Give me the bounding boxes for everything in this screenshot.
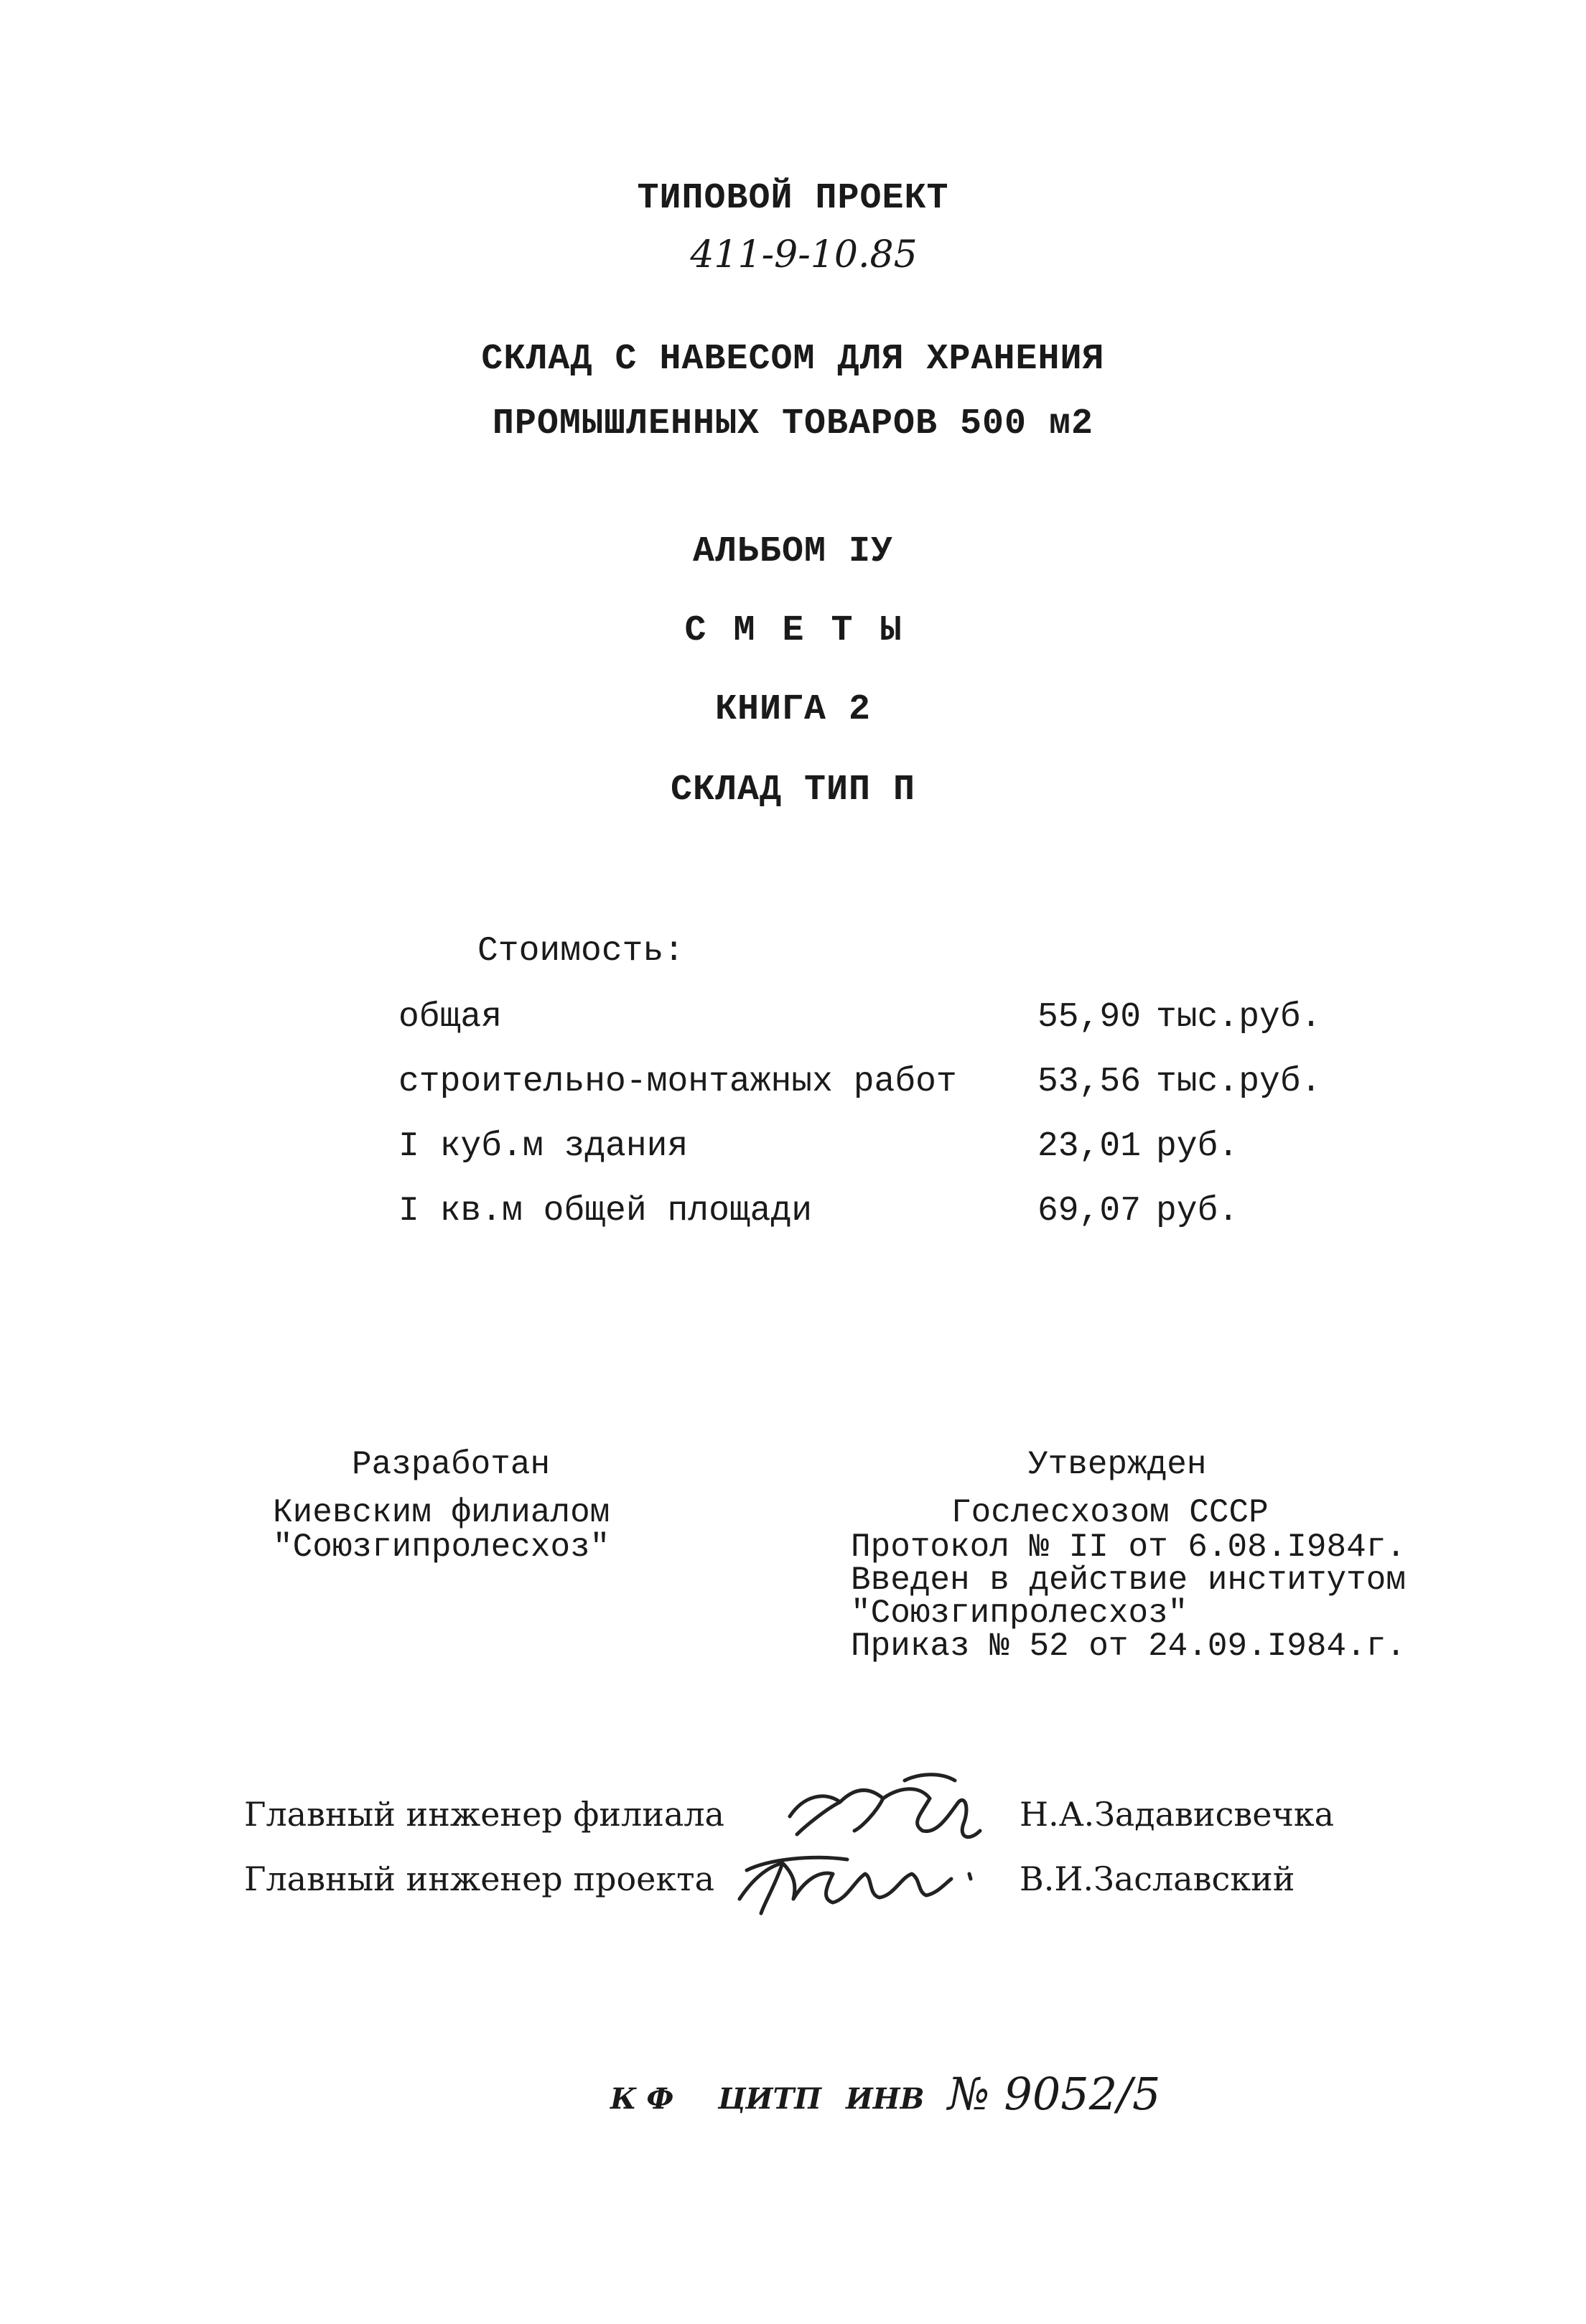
signature-2-image [725,1834,984,1928]
cost-label-square: I кв.м общей площади [398,1192,813,1231]
project-number: 411-9-10.85 [690,233,918,276]
cost-heading: Стоимость: [477,932,685,971]
footer-org: К Ф [610,2082,674,2116]
approved-line-3: Введен в действие институтом [851,1562,1406,1599]
warehouse-type: СКЛАД ТИП П [670,770,916,811]
approved-heading: Утвержден [1028,1446,1207,1483]
approved-line-2: Протокол № II от 6.08.I984г. [851,1529,1406,1566]
cost-value-construction: 53,56 [1037,1063,1142,1101]
cost-label-cubic: I куб.м здания [398,1127,689,1166]
signature-name-2: В.И.Заславский [1020,1859,1295,1898]
album-label: АЛЬБОМ IУ [692,531,894,572]
project-type: ТИПОВОЙ ПРОЕКТ [637,178,949,219]
cost-value-total: 55,90 [1037,998,1142,1037]
approved-line-1: Гослесхозом СССР [951,1494,1269,1531]
section-title: СМЕТЫ [684,610,929,651]
cost-label-construction: строительно-монтажных работ [398,1063,957,1101]
cost-unit-construction: тыс.руб. [1156,1063,1322,1101]
footer-inv-number: № 9052/5 [948,2068,1161,2120]
footer-inv-label: ИНВ [846,2082,925,2116]
cost-unit-cubic: руб. [1156,1127,1239,1166]
developed-line-1: Киевским филиалом [273,1494,610,1531]
signature-role-2: Главный инженер проекта [244,1859,715,1898]
signature-name-1: Н.А.Задависвечка [1020,1795,1335,1834]
developed-line-2: "Союзгипролесхоз" [273,1529,610,1566]
title-line-2: ПРОМЫШЛЕННЫХ ТОВАРОВ 500 м2 [492,403,1094,444]
approved-line-5: Приказ № 52 от 24.09.I984.г. [851,1628,1406,1665]
cost-value-square: 69,07 [1037,1192,1142,1231]
cost-unit-square: руб. [1156,1192,1239,1231]
footer-center: ЦИТП [718,2082,822,2116]
signature-role-1: Главный инженер филиала [244,1795,724,1834]
title-line-1: СКЛАД С НАВЕСОМ ДЛЯ ХРАНЕНИЯ [481,339,1105,380]
cost-unit-total: тыс.руб. [1156,998,1322,1037]
approved-line-4: "Союзгипролесхоз" [851,1595,1188,1632]
developed-heading: Разработан [352,1446,551,1483]
cost-label-total: общая [398,998,503,1037]
book-label: КНИГА 2 [714,689,872,730]
cost-value-cubic: 23,01 [1037,1127,1142,1166]
